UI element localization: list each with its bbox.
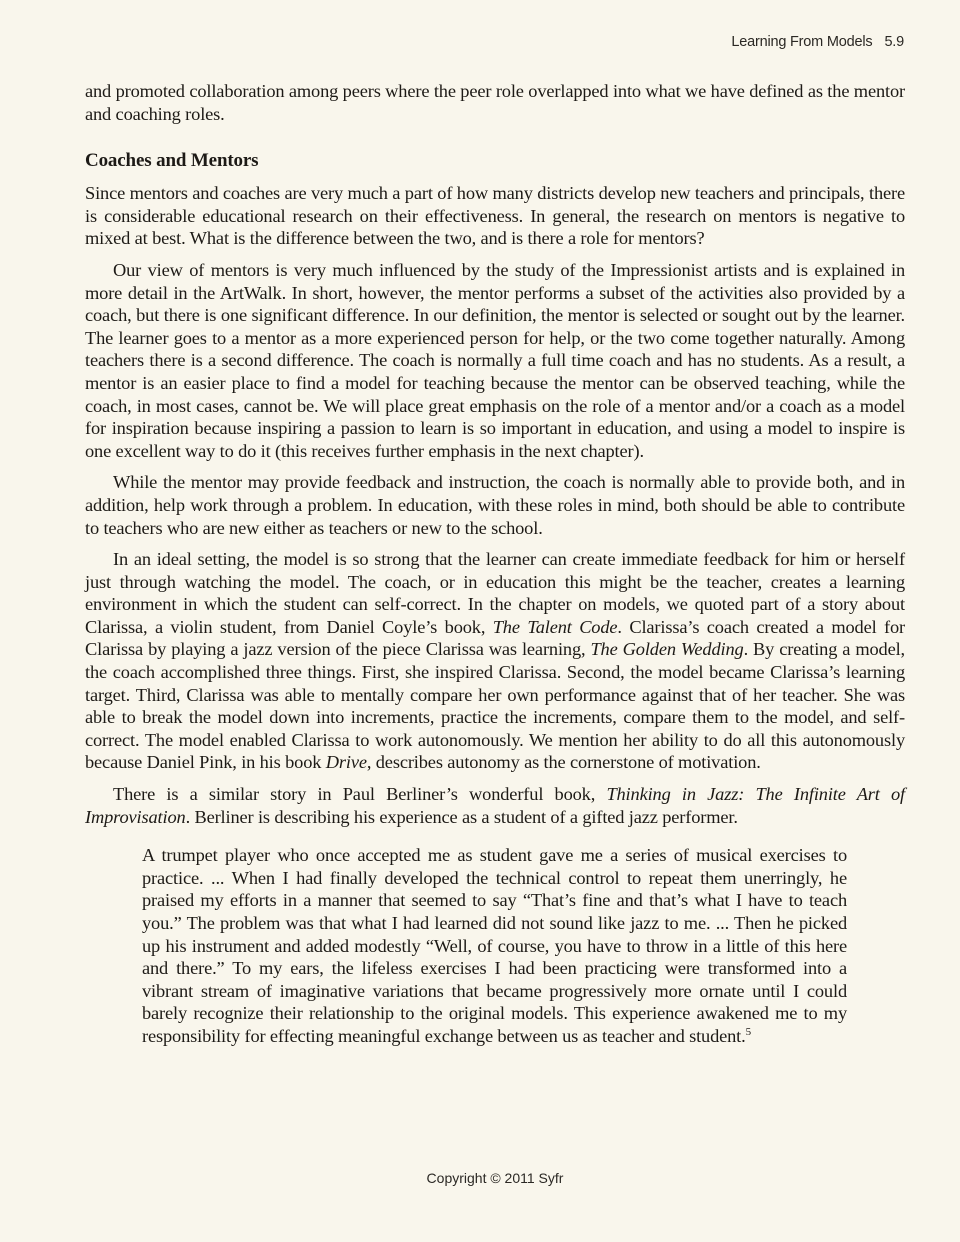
paragraph-4-text-4: , describes autonomy as the cornerstone of motivation.	[366, 752, 761, 773]
paragraph-3: While the mentor may provide feedback and instruction, the coach is normally able to provide both, and in addition, help work through a problem. In education, with these roles in mind, both should be able to contribute to teachers who are new either as teachers or new to the school.	[85, 472, 905, 538]
book-title-thinking-in-jazz: Thinking in Jazz: The Infinite Art of Improvisation	[85, 784, 906, 827]
chapter-title: Learning From Models	[731, 34, 873, 50]
piece-title-golden-wedding: The Golden Wedding	[590, 639, 744, 660]
paragraph-1: Since mentors and coaches are very much a part of how many districts develop new teachers and principals, there is considerable educational research on their effectiveness. In general, the research on mentors is negative to mixed at best. What is the difference between the two, and is there a role for mentors?	[85, 183, 905, 249]
block-quote	[142, 844, 847, 1047]
paragraph-4-text-1: In an ideal setting, the model is so strong that the learner can create immediate feedback for him or herself just through watching the model. The coach, or in education this might be the teacher, creates a learning environment in which the student can self-correct. In the chapter on models, we quoted part of a story about Clarissa, a violin student, from Daniel Coyle’s book,	[85, 549, 905, 637]
section-heading: Coaches and Mentors	[85, 150, 259, 172]
book-title-talent-code: The Talent Code	[492, 616, 618, 637]
paragraph-5	[85, 783, 905, 828]
paragraph-4-text-3: . By creating a model, the coach accomplished three things. First, she inspired Clarissa. Second, the model became Clarissa’s learning target. Third, Clarissa was able to mentally compare her own performance against that of her teacher. She was able to break the model down into increments, practice the increments, compare them to the model, and self-correct. The model enabled Clarissa to work autonomously. We mention her ability to do all this autonomously because Daniel Pink, in his book	[85, 639, 905, 773]
paragraph-4-text-2: . Clarissa’s coach created a model for Clarissa by playing a jazz version of the piece Clarissa was learning,	[85, 616, 905, 660]
footer-copyright: Copyright © 2011 Syfr	[426, 1170, 564, 1186]
paragraph-5-text-2: . Berliner is describing his experience as a student of a gifted jazz performer.	[185, 806, 738, 827]
paragraph-4	[85, 548, 905, 774]
footnote-marker: 5	[745, 1025, 751, 1038]
paragraph-5-text-1: There is a similar story in Paul Berliner’s wonderful book,	[113, 784, 607, 805]
book-title-drive: Drive	[325, 752, 367, 773]
lead-paragraph: and promoted collaboration among peers where the peer role overlapped into what we have defined as the mentor and coaching roles.	[85, 81, 905, 124]
block-quote-text: A trumpet player who once accepted me as student gave me a series of musical exercises to practice. ... When I had finally developed the technical control to repeat them unerringly, he praised my efforts in a manner that seemed to say “That’s fine and that’s what I have to teach you.” The problem was that what I had learned did not sound like jazz to me. ... Then he picked up his instrument and added modestly “Well, of course, you have to throw in a little of this here and there.” To my ears, the lifeless exercises I had been practicing were transformed into a vibrant stream of imaginative variations that became progressively more ornate until I could barely recognize their relationship to the original models. This experience awakened me to my responsibility for effecting meaningful exchange between us as teacher and student.	[142, 845, 847, 1046]
body-text	[85, 80, 905, 1048]
page-number: 5.9	[884, 34, 904, 50]
running-header	[731, 34, 904, 50]
paragraph-2: Our view of mentors is very much influenced by the study of the Impressionist artists and is explained in more detail in the ArtWalk. In short, however, the mentor performs a subset of the activities also provided by a coach, but there is one significant difference. In our definition, the mentor is selected or sought out by the learner. The learner goes to a mentor as a more experienced person for help, or the two come together naturally. Among teachers there is a second difference. The coach is normally a full time coach and has no students. As a result, a mentor is an easier place to find a model for teaching because the mentor can be observed teaching, while the coach, in most cases, cannot be. We will place great emphasis on the role of a mentor and/or a coach as a model for inspiration because inspiring a passion to learn is so important in education, and using a model to inspire is one excellent way to do it (this receives further emphasis in the next chapter).	[85, 259, 905, 461]
